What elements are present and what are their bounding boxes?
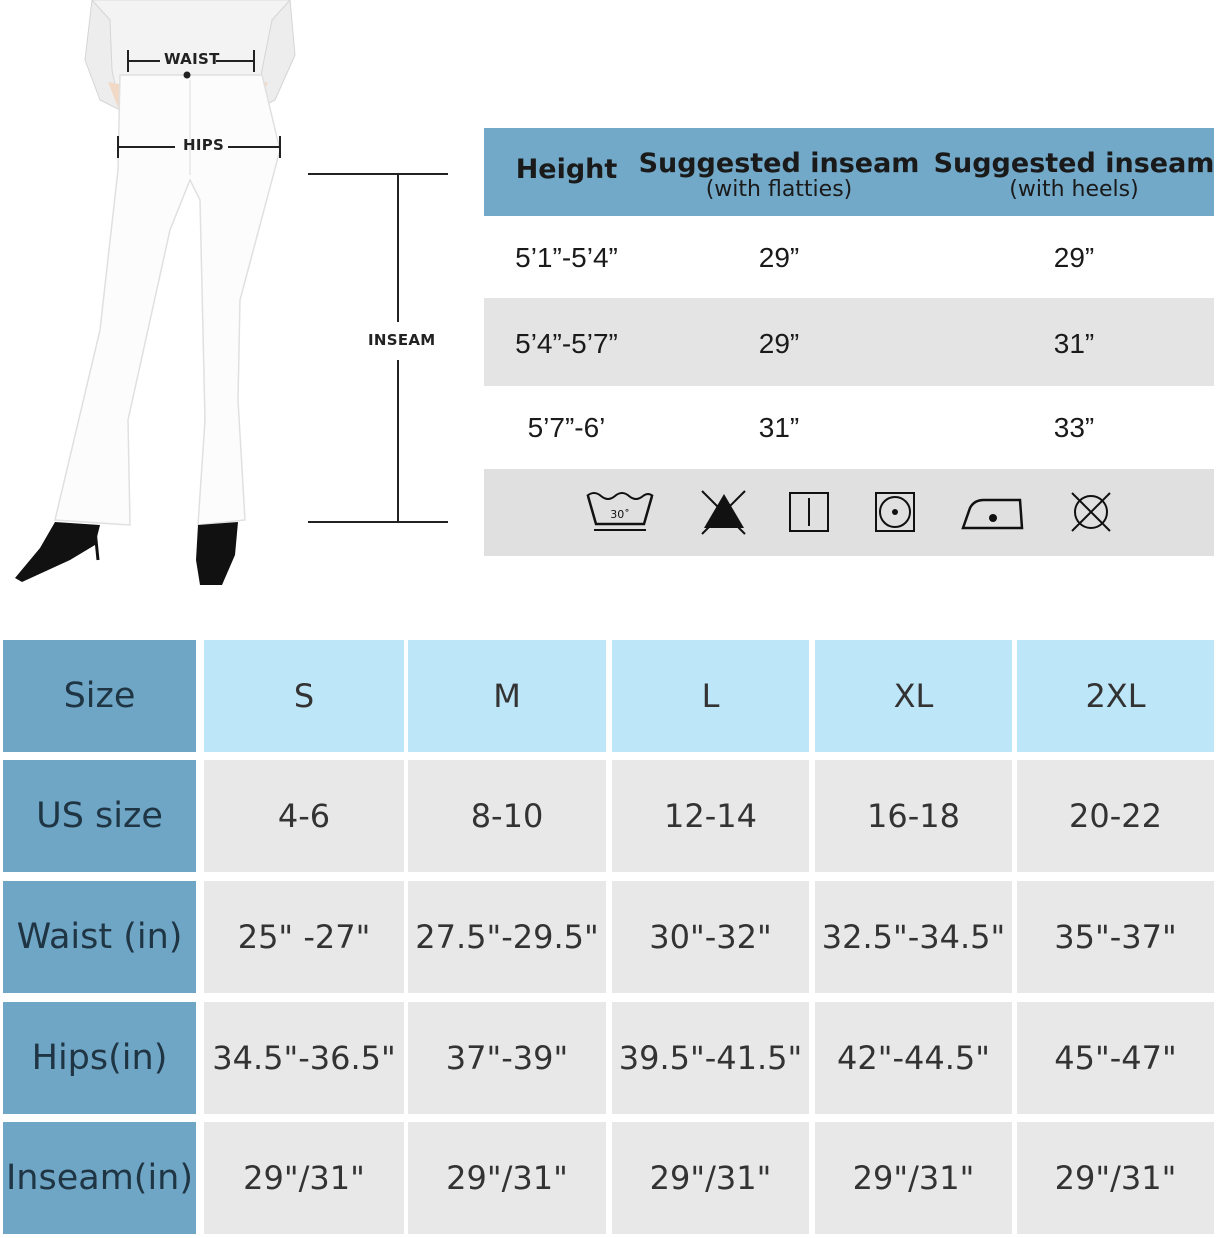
row-label-waist: Waist (in) <box>3 881 196 993</box>
inseam-cell: 29"/31" <box>815 1122 1012 1234</box>
waist-cell: 30"-32" <box>612 881 809 993</box>
size-header-cell: M <box>408 640 606 752</box>
height-row <box>484 386 1214 472</box>
inseam-label: INSEAM <box>368 331 436 349</box>
size-header-cell: 2XL <box>1017 640 1214 752</box>
row-label-size: Size <box>3 640 196 752</box>
heels-header <box>929 148 1217 201</box>
heels-inseam-value: 31” <box>1053 328 1095 359</box>
size-header-cell: L <box>612 640 809 752</box>
tumble-dry-icon <box>873 488 919 534</box>
size-header-cell: S <box>204 640 404 752</box>
waist-cell: 25" -27" <box>204 881 404 993</box>
waist-cell: 35"-37" <box>1017 881 1214 993</box>
flats-inseam-value: 29” <box>758 242 800 273</box>
flats-header-title: Suggested inseam <box>638 148 920 179</box>
height-table-header <box>484 128 1214 216</box>
row-label-inseam: Inseam(in) <box>3 1122 196 1234</box>
no-bleach-icon <box>699 488 749 538</box>
flats-header <box>634 148 924 201</box>
heels-header-sub: (with heels) <box>1009 177 1139 202</box>
model-illustration <box>0 0 470 600</box>
inseam-cell: 29"/31" <box>612 1122 809 1234</box>
us-size-cell: 16-18 <box>815 760 1012 872</box>
flats-inseam-value: 29” <box>758 328 800 359</box>
wash-temp-text: 30˚ <box>610 508 630 521</box>
hips-cell: 37"-39" <box>408 1002 606 1114</box>
inseam-cell: 29"/31" <box>408 1122 606 1234</box>
height-value: 5’1”-5’4” <box>515 242 618 273</box>
no-dry-clean-icon <box>1067 488 1115 536</box>
height-row <box>484 216 1214 302</box>
waist-label: WAIST <box>164 50 220 68</box>
hips-cell: 34.5"-36.5" <box>204 1002 404 1114</box>
hips-cell: 39.5"-41.5" <box>612 1002 809 1114</box>
size-header-cell: XL <box>815 640 1012 752</box>
iron-icon <box>960 488 1026 534</box>
heels-header-title: Suggested inseam <box>933 148 1215 179</box>
inseam-cell: 29"/31" <box>1017 1122 1214 1234</box>
flats-header-sub: (with flatties) <box>705 177 853 202</box>
height-header: Height <box>515 154 618 185</box>
hips-cell: 42"-44.5" <box>815 1002 1012 1114</box>
height-row <box>484 298 1214 386</box>
model-figure <box>0 0 470 600</box>
inseam-cell: 29"/31" <box>204 1122 404 1234</box>
care-instructions-bar <box>484 469 1214 556</box>
heels-inseam-value: 29” <box>1053 242 1095 273</box>
us-size-cell: 4-6 <box>204 760 404 872</box>
us-size-cell: 12-14 <box>612 760 809 872</box>
heels-inseam-value: 33” <box>1053 412 1095 443</box>
height-value: 5’7”-6’ <box>527 412 606 443</box>
us-size-cell: 20-22 <box>1017 760 1214 872</box>
waist-cell: 32.5"-34.5" <box>815 881 1012 993</box>
wash-30-icon <box>584 488 656 538</box>
row-label-hips: Hips(in) <box>3 1002 196 1114</box>
row-label-us-size: US size <box>3 760 196 872</box>
drip-dry-icon <box>787 488 833 534</box>
height-value: 5’4”-5’7” <box>515 328 618 359</box>
flats-inseam-value: 31” <box>758 412 800 443</box>
waist-cell: 27.5"-29.5" <box>408 881 606 993</box>
hips-label: HIPS <box>183 136 225 154</box>
hips-cell: 45"-47" <box>1017 1002 1214 1114</box>
us-size-cell: 8-10 <box>408 760 606 872</box>
